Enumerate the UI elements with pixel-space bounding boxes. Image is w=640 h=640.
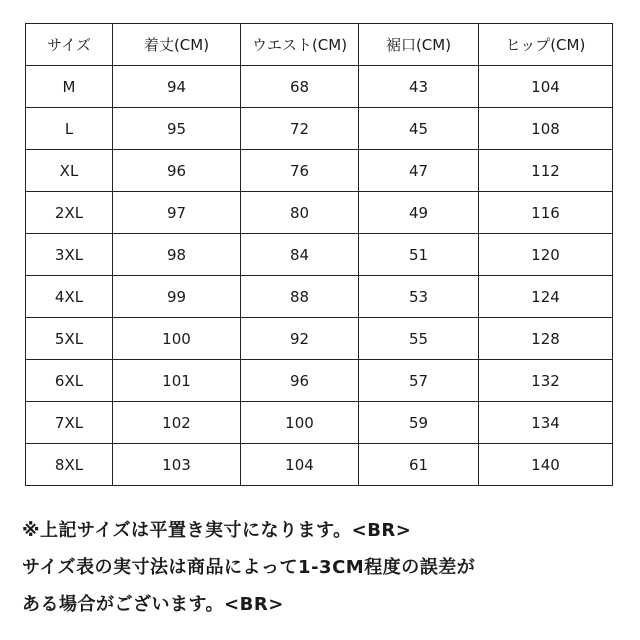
cell-length: 103 <box>113 444 241 486</box>
cell-size: 7XL <box>26 402 113 444</box>
cell-hip: 124 <box>479 276 613 318</box>
cell-hem: 61 <box>359 444 479 486</box>
table-row <box>26 66 613 108</box>
note-line: サイズ表の実寸法は商品によって1-3CM程度の誤差が <box>22 557 476 578</box>
cell-length: 100 <box>113 318 241 360</box>
header-size: サイズ <box>26 24 113 66</box>
header-waist: ウエスト(CM) <box>241 24 359 66</box>
note-line: ※上記サイズは平置き実寸になります。<BR> <box>22 520 412 541</box>
cell-hem: 43 <box>359 66 479 108</box>
table-body <box>26 66 613 486</box>
cell-length: 99 <box>113 276 241 318</box>
cell-hip: 116 <box>479 192 613 234</box>
cell-hip: 104 <box>479 66 613 108</box>
cell-hem: 51 <box>359 234 479 276</box>
cell-length: 96 <box>113 150 241 192</box>
cell-waist: 100 <box>241 402 359 444</box>
table-row <box>26 444 613 486</box>
cell-hem: 45 <box>359 108 479 150</box>
note-line: ある場合がございます。<BR> <box>22 594 284 615</box>
size-chart-table <box>25 23 613 486</box>
cell-size: 3XL <box>26 234 113 276</box>
cell-waist: 104 <box>241 444 359 486</box>
cell-size: L <box>26 108 113 150</box>
cell-hip: 120 <box>479 234 613 276</box>
cell-size: 2XL <box>26 192 113 234</box>
table-row <box>26 150 613 192</box>
cell-waist: 88 <box>241 276 359 318</box>
cell-hem: 49 <box>359 192 479 234</box>
cell-length: 95 <box>113 108 241 150</box>
cell-length: 101 <box>113 360 241 402</box>
cell-hip: 108 <box>479 108 613 150</box>
cell-waist: 76 <box>241 150 359 192</box>
cell-waist: 80 <box>241 192 359 234</box>
table-header-row <box>26 24 613 66</box>
table-row <box>26 402 613 444</box>
cell-hip: 112 <box>479 150 613 192</box>
size-notes <box>22 512 622 623</box>
cell-waist: 92 <box>241 318 359 360</box>
cell-size: M <box>26 66 113 108</box>
header-length: 着丈(CM) <box>113 24 241 66</box>
table-row <box>26 234 613 276</box>
cell-hem: 57 <box>359 360 479 402</box>
cell-size: 5XL <box>26 318 113 360</box>
cell-hip: 132 <box>479 360 613 402</box>
table-row <box>26 276 613 318</box>
cell-hem: 55 <box>359 318 479 360</box>
header-hem: 裾口(CM) <box>359 24 479 66</box>
header-hip: ヒップ(CM) <box>479 24 613 66</box>
cell-hip: 140 <box>479 444 613 486</box>
cell-length: 98 <box>113 234 241 276</box>
cell-size: 4XL <box>26 276 113 318</box>
cell-waist: 68 <box>241 66 359 108</box>
cell-length: 94 <box>113 66 241 108</box>
cell-waist: 72 <box>241 108 359 150</box>
table-row <box>26 108 613 150</box>
cell-hip: 128 <box>479 318 613 360</box>
cell-hem: 53 <box>359 276 479 318</box>
cell-size: 6XL <box>26 360 113 402</box>
table-row <box>26 318 613 360</box>
cell-hip: 134 <box>479 402 613 444</box>
cell-waist: 84 <box>241 234 359 276</box>
cell-size: XL <box>26 150 113 192</box>
table-row <box>26 360 613 402</box>
cell-waist: 96 <box>241 360 359 402</box>
cell-hem: 59 <box>359 402 479 444</box>
table-row <box>26 192 613 234</box>
cell-length: 102 <box>113 402 241 444</box>
cell-hem: 47 <box>359 150 479 192</box>
cell-size: 8XL <box>26 444 113 486</box>
cell-length: 97 <box>113 192 241 234</box>
